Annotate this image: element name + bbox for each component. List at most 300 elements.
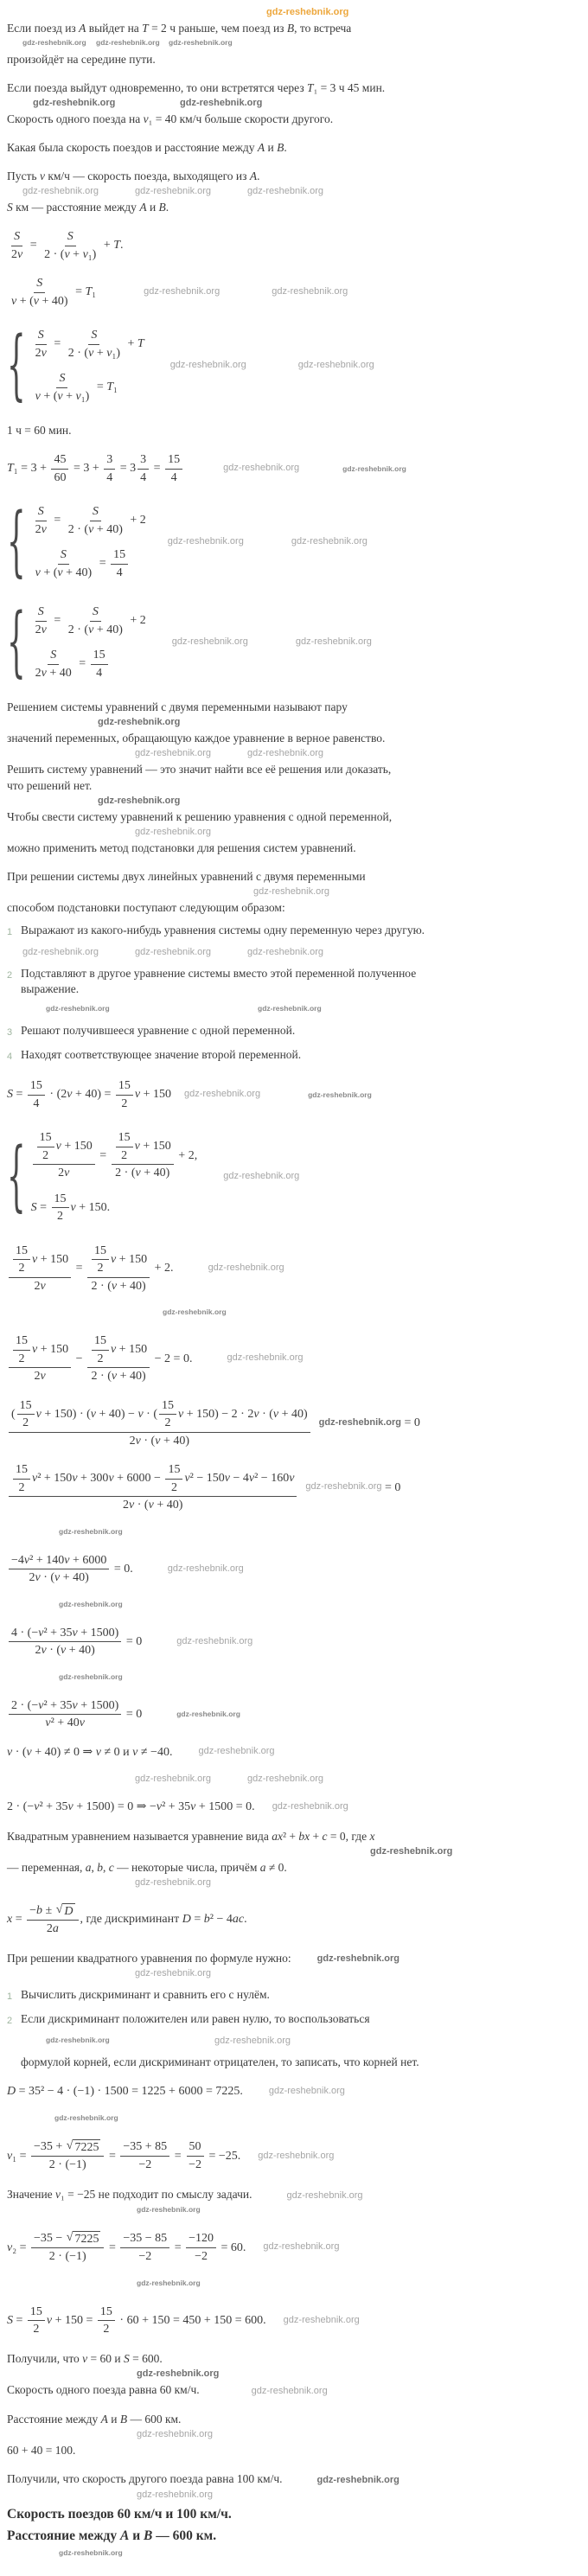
watermark: gdz-reshebnik.org <box>98 796 181 806</box>
watermark: gdz-reshebnik.org <box>96 38 160 47</box>
math-var: S <box>36 277 43 290</box>
inline-math <box>82 2352 112 2365</box>
formula <box>7 1333 457 1384</box>
math-text: v = 60 <box>82 2351 112 2365</box>
math-var: v <box>224 1472 230 1486</box>
math-text: + T <box>124 337 144 351</box>
watermark-row <box>7 1004 457 1016</box>
math-text: S = <box>7 2314 26 2328</box>
math-text: 4 <box>96 666 103 680</box>
math-var: a <box>85 1860 92 1874</box>
numerator <box>35 328 47 345</box>
inline-math <box>307 81 336 94</box>
math-var: B <box>286 22 295 35</box>
fraction <box>9 1626 121 1659</box>
math-var: B <box>277 141 284 154</box>
math-text: −4v² + 140v + 6000 <box>11 1553 107 1567</box>
math-var: v <box>57 389 63 403</box>
text: , где <box>345 1829 370 1843</box>
math-text: D = 35² − 4 · (−1) · 1500 = 1225 + 6000 = 7225. <box>7 2085 243 2099</box>
numerator <box>56 371 67 388</box>
denominator <box>66 345 123 361</box>
list-item-text <box>21 1023 457 1040</box>
watermark-row <box>7 2548 457 2560</box>
math-var: S <box>67 230 74 243</box>
math-var: v <box>129 1499 135 1512</box>
watermark: gdz-reshebnik.org <box>167 1563 244 1574</box>
math-text: 45 <box>54 453 67 466</box>
formula <box>7 1745 457 1761</box>
math-text: · 60 + 150 = 450 + 150 = 600. <box>116 2314 266 2328</box>
math-text: 2 <box>97 1352 104 1365</box>
denominator <box>30 1096 42 1112</box>
list-item-text <box>21 1987 457 2004</box>
watermark-row <box>7 2205 457 2217</box>
numerator <box>92 1243 109 1261</box>
text: , то встреча <box>294 22 352 35</box>
math-text: = <box>75 657 89 671</box>
math-var: bx <box>298 1829 310 1843</box>
math-text: = <box>50 337 64 351</box>
math-var: v <box>272 1407 279 1421</box>
math-text: S = 600 <box>124 2351 160 2365</box>
math-text: = 0 <box>123 1707 143 1721</box>
math-var: B <box>144 2528 153 2543</box>
fraction <box>165 1462 182 1495</box>
math-text: = 0 <box>381 1480 401 1494</box>
math-var: v <box>111 1370 118 1383</box>
math-text: 2v + 40 <box>35 666 72 680</box>
math-var: v <box>90 1407 96 1421</box>
watermark-row <box>7 2036 457 2048</box>
watermark-row <box>7 38 457 50</box>
math-var: v <box>106 346 112 360</box>
math-var: v <box>82 2351 88 2365</box>
square-root <box>67 2231 101 2247</box>
text: Расстояние между <box>7 2412 101 2426</box>
math-text: 2 <box>18 1262 25 1275</box>
formula <box>7 323 457 409</box>
math-text: 2v · (v + 40) <box>129 1434 189 1448</box>
watermark: gdz-reshebnik.org <box>184 1089 261 1100</box>
formula <box>7 599 457 686</box>
numerator <box>13 1333 30 1351</box>
text: Получили, что скорость другого поезда равна 100 км/ч. <box>7 2471 283 2485</box>
denominator <box>89 1278 149 1294</box>
watermark: gdz-reshebnik.org <box>137 2489 214 2500</box>
math-text: 2v · (v + 40) <box>29 1571 89 1584</box>
math-text: 2 <box>18 1480 25 1494</box>
math-text: 2v · (v + 40) <box>123 1499 183 1512</box>
math-text: 2v <box>34 1370 46 1383</box>
watermark-row <box>7 886 457 898</box>
math-var: v <box>155 1434 161 1448</box>
math-text: 4 <box>116 566 123 579</box>
watermark: gdz-reshebnik.org <box>247 1774 324 1784</box>
math-var: v <box>41 623 47 636</box>
fraction <box>13 1333 30 1366</box>
math-text: 2 · (−v² + 35v + 1500) = 0 ⇒ −v² + 35v + 1500 = 0. <box>7 1800 255 1813</box>
text: и <box>265 141 278 154</box>
fraction <box>92 1243 109 1276</box>
math-text: v + (v + 40) <box>11 294 68 308</box>
math-var: v <box>95 1745 101 1759</box>
denominator <box>44 1921 61 1937</box>
math-text: 2v · (v + 40) <box>35 1644 95 1657</box>
math-text: ax² + bx + c = 0 <box>272 1829 346 1843</box>
inline-math <box>144 112 177 125</box>
denominator <box>47 2248 89 2265</box>
math-var: v <box>41 522 47 536</box>
system-row <box>31 504 146 537</box>
math-text: 2 · (v + 40) <box>91 1279 146 1293</box>
inline-math <box>139 201 146 214</box>
square-root <box>56 1903 75 1920</box>
watermark: gdz-reshebnik.org <box>223 463 300 474</box>
watermark: gdz-reshebnik.org <box>283 2314 360 2325</box>
formula <box>7 452 457 485</box>
numerator <box>104 452 115 470</box>
math-var: v <box>55 1140 61 1154</box>
math-text: , где дискриминант D = b² − 4ac. <box>80 1913 247 1927</box>
watermark: gdz-reshebnik.org <box>370 1845 453 1857</box>
math-text: 2 <box>170 1480 177 1494</box>
fraction <box>186 2231 216 2264</box>
math-var: v <box>17 247 23 261</box>
text-line <box>7 169 457 184</box>
math-text: −2 <box>195 2249 208 2263</box>
denominator <box>42 246 99 263</box>
numerator <box>87 1243 150 1278</box>
math-var: v <box>61 1644 67 1657</box>
formula <box>7 1903 457 1937</box>
math-var: ac <box>232 1913 245 1927</box>
numerator <box>65 229 76 246</box>
math-text: = 60. <box>218 2240 246 2254</box>
math-var: v <box>7 2149 13 2163</box>
math-text: = <box>171 2149 185 2163</box>
fraction <box>112 1130 174 1181</box>
text: Находят соответствующее значение второй переменной. <box>21 1048 302 1061</box>
math-text <box>50 648 56 663</box>
watermark: gdz-reshebnik.org <box>251 2385 328 2396</box>
math-var: v <box>32 1252 38 1266</box>
math-text: 2 <box>18 1352 25 1365</box>
math-text: 2 <box>57 1210 64 1223</box>
numerator <box>28 2304 45 2322</box>
text: способом подстановки поступают следующим образом: <box>7 901 285 914</box>
math-var: v <box>32 1472 38 1486</box>
fraction <box>9 1243 71 1294</box>
list-item <box>7 2011 457 2029</box>
fraction <box>91 648 108 681</box>
math-var: v <box>7 2240 13 2254</box>
fraction <box>33 604 49 637</box>
math-var: v <box>289 1472 295 1486</box>
watermark: gdz-reshebnik.org <box>223 1171 300 1182</box>
numerator <box>58 547 69 565</box>
fraction <box>9 276 71 309</box>
fraction <box>33 328 49 361</box>
square-root <box>67 2139 101 2156</box>
list-item <box>7 923 457 940</box>
math-text: 15 <box>118 1131 131 1144</box>
text: и <box>129 2528 144 2543</box>
math-text: 15 <box>19 1398 32 1412</box>
fraction <box>42 229 99 262</box>
watermark: gdz-reshebnik.org <box>227 1352 304 1364</box>
math-text: v + 150) − 2 · 2v · (v + 40) <box>178 1407 308 1421</box>
formula <box>7 276 457 309</box>
denominator <box>55 1165 72 1181</box>
math-text: 7225 <box>74 2232 99 2246</box>
watermark: gdz-reshebnik.org <box>316 1953 399 1965</box>
watermark-row <box>7 1527 457 1539</box>
watermark: gdz-reshebnik.org <box>46 2036 110 2045</box>
radical-sign: √ <box>66 2138 74 2152</box>
fraction <box>66 328 123 361</box>
text-line <box>7 762 457 777</box>
watermark-row <box>7 2429 457 2441</box>
math-text: 15 <box>16 1243 28 1257</box>
math-var: T <box>106 380 114 394</box>
fraction <box>17 1398 35 1431</box>
math-text: 2 <box>22 1416 29 1429</box>
denominator <box>51 470 68 486</box>
numerator <box>112 1130 174 1165</box>
math-text: 15 <box>16 1334 28 1347</box>
numerator <box>165 452 182 470</box>
math-var: v <box>79 1716 85 1729</box>
watermark: gdz-reshebnik.org <box>137 2428 214 2439</box>
text: Решением системы уравнений с двумя переменными называют пару <box>7 700 348 713</box>
text: При решении системы двух линейных уравнений с двумя переменными <box>7 870 366 883</box>
math-var: a <box>259 1860 266 1874</box>
math-text: · (2v + 40) = <box>46 1088 114 1102</box>
math-text: + 2 <box>126 514 146 527</box>
math-text <box>369 1830 374 1843</box>
math-text: S = <box>30 1200 50 1214</box>
text-line <box>7 1860 457 1876</box>
text-line <box>7 2351 457 2367</box>
list-item <box>7 966 457 997</box>
watermark: gdz-reshebnik.org <box>98 717 181 727</box>
formula <box>7 1125 457 1230</box>
math-text: = 3 <box>117 462 137 476</box>
math-text: 15 <box>118 1079 131 1092</box>
watermark: gdz-reshebnik.org <box>135 827 212 837</box>
system-row <box>31 1192 111 1224</box>
formula <box>7 2139 457 2173</box>
math-var: T <box>113 239 121 252</box>
numerator <box>9 1698 121 1716</box>
text-line <box>7 2443 457 2458</box>
inline-math <box>249 169 260 182</box>
fraction <box>116 1130 133 1163</box>
denominator <box>54 1208 66 1224</box>
math-text <box>61 547 67 563</box>
fraction <box>87 1333 150 1384</box>
fraction <box>87 1243 150 1294</box>
math-var: v <box>88 623 94 636</box>
watermark: gdz-reshebnik.org <box>198 1746 275 1757</box>
text: Решить систему уравнений — это значит найти все её решения или доказать, <box>7 763 392 776</box>
answer-line <box>7 2527 457 2545</box>
math-text: 2 · (−1) <box>48 2158 86 2172</box>
math-var: T <box>307 81 314 94</box>
math-text <box>139 201 146 214</box>
math-text: 4 <box>140 470 147 484</box>
math-text: = 3 + <box>70 462 103 476</box>
math-text: −35 + <box>34 2140 66 2154</box>
numerator <box>51 452 68 470</box>
math-text: −35 + 85 <box>123 2140 168 2154</box>
math-text: 2 <box>42 1148 49 1162</box>
math-var: v <box>190 1800 196 1813</box>
math-var: v <box>39 169 45 182</box>
system-brace-icon: { <box>7 321 26 411</box>
math-text: = <box>150 462 164 476</box>
denominator <box>33 565 95 581</box>
math-var: v <box>72 1472 78 1486</box>
fraction <box>120 2139 169 2172</box>
radicand <box>73 2231 100 2247</box>
math-text: T₁ = 3 + <box>7 462 50 476</box>
math-var: S <box>37 329 44 342</box>
numerator <box>31 2139 104 2157</box>
math-var: A <box>100 2412 108 2426</box>
text: Скорость одного поезда на <box>7 112 144 125</box>
math-text: v + 150 <box>32 1252 69 1266</box>
math-text: 15 <box>99 2304 112 2318</box>
numerator <box>90 604 101 622</box>
fraction <box>165 452 182 485</box>
math-text: v + 150 = <box>46 2314 96 2328</box>
denominator <box>114 565 125 581</box>
watermark: gdz-reshebnik.org <box>163 1307 227 1316</box>
math-text <box>7 201 13 214</box>
math-text: 7225 <box>74 2140 99 2154</box>
math-text: = <box>73 1262 86 1275</box>
formula <box>7 1078 457 1111</box>
math-var: v <box>38 1626 44 1640</box>
fraction <box>120 2231 169 2264</box>
inline-math <box>7 201 13 214</box>
inline-math <box>124 2352 159 2365</box>
list-item-number: 2 <box>7 2016 13 2027</box>
math-var: T <box>142 22 149 35</box>
text-line <box>7 200 457 215</box>
watermark: gdz-reshebnik.org <box>263 2241 340 2253</box>
math-var: A <box>257 141 265 154</box>
inline-math <box>144 2528 152 2543</box>
math-var: v <box>67 1800 74 1813</box>
watermark: gdz-reshebnik.org <box>135 1774 212 1784</box>
math-var: S <box>91 329 98 342</box>
text-line <box>7 778 457 794</box>
math-text <box>67 229 74 245</box>
math-var: v <box>54 1571 61 1584</box>
math-text: 2v <box>58 1167 70 1179</box>
math-text: a ≠ 0 <box>259 1860 284 1874</box>
math-text: 15 <box>29 2304 42 2318</box>
watermark: gdz-reshebnik.org <box>169 38 233 47</box>
denominator <box>136 2157 154 2173</box>
math-var: B <box>119 2412 128 2426</box>
math-text: = T₁ <box>72 285 97 299</box>
math-text <box>159 201 166 214</box>
list-item <box>7 1987 457 2004</box>
text-line <box>7 841 457 856</box>
numerator <box>34 276 45 293</box>
watermark-row <box>7 98 457 110</box>
denominator <box>9 293 71 310</box>
math-text: v + 150 <box>55 1140 93 1154</box>
math-text: 2 · (−v² + 35v + 1500) <box>11 1698 119 1712</box>
math-text: 2 · (v + 40) <box>67 522 123 536</box>
denominator <box>89 1368 149 1384</box>
math-text: = 0. <box>111 1562 133 1576</box>
math-text: −120 <box>189 2232 214 2246</box>
math-text: 2 <box>103 2323 110 2336</box>
watermark: gdz-reshebnik.org <box>266 7 349 17</box>
watermark-row <box>7 1774 457 1786</box>
text-line <box>7 809 457 825</box>
math-var: S <box>124 2351 130 2365</box>
watermark: gdz-reshebnik.org <box>54 2113 118 2122</box>
denominator <box>95 1351 106 1367</box>
watermark: gdz-reshebnik.org <box>308 1090 372 1099</box>
text: Решают получившееся уравнение с одной переменной. <box>21 1024 296 1037</box>
math-text: v + 150 <box>111 1252 148 1266</box>
formula <box>7 229 457 262</box>
numerator <box>9 1462 297 1497</box>
text: . <box>159 2351 163 2365</box>
math-var: x <box>369 1829 375 1843</box>
text: — некоторые числа, причём <box>113 1860 260 1874</box>
list-item-number: 1 <box>7 1991 13 2003</box>
math-var: v <box>75 389 81 403</box>
system-brace-icon: { <box>7 1132 26 1223</box>
math-var: D <box>64 1904 74 1918</box>
numerator <box>137 452 149 470</box>
text-line <box>7 112 457 127</box>
text: Получили, что <box>7 2351 83 2365</box>
math-var: A <box>249 169 258 182</box>
fraction <box>31 2231 104 2265</box>
denominator <box>16 1260 28 1276</box>
fraction <box>9 1333 71 1384</box>
text-line <box>7 900 457 916</box>
math-var: v <box>108 1472 114 1486</box>
math-var: v <box>253 1407 259 1421</box>
denominator <box>31 1368 48 1384</box>
denominator <box>95 1260 106 1276</box>
math-var: v <box>55 2187 61 2201</box>
list-item <box>7 1047 457 1064</box>
formula <box>7 1398 457 1449</box>
denominator <box>33 1642 98 1659</box>
math-text: + T. <box>100 239 124 252</box>
math-text: v₁ = −25 <box>55 2187 96 2201</box>
numerator <box>13 1462 30 1480</box>
math-text: 3 <box>106 453 113 466</box>
math-text: −2 <box>138 2249 152 2263</box>
denominator <box>27 1569 92 1586</box>
math-text: 2 · (v + v₁) <box>44 247 97 261</box>
math-var: v <box>137 1407 144 1421</box>
math-var: v <box>41 666 47 680</box>
